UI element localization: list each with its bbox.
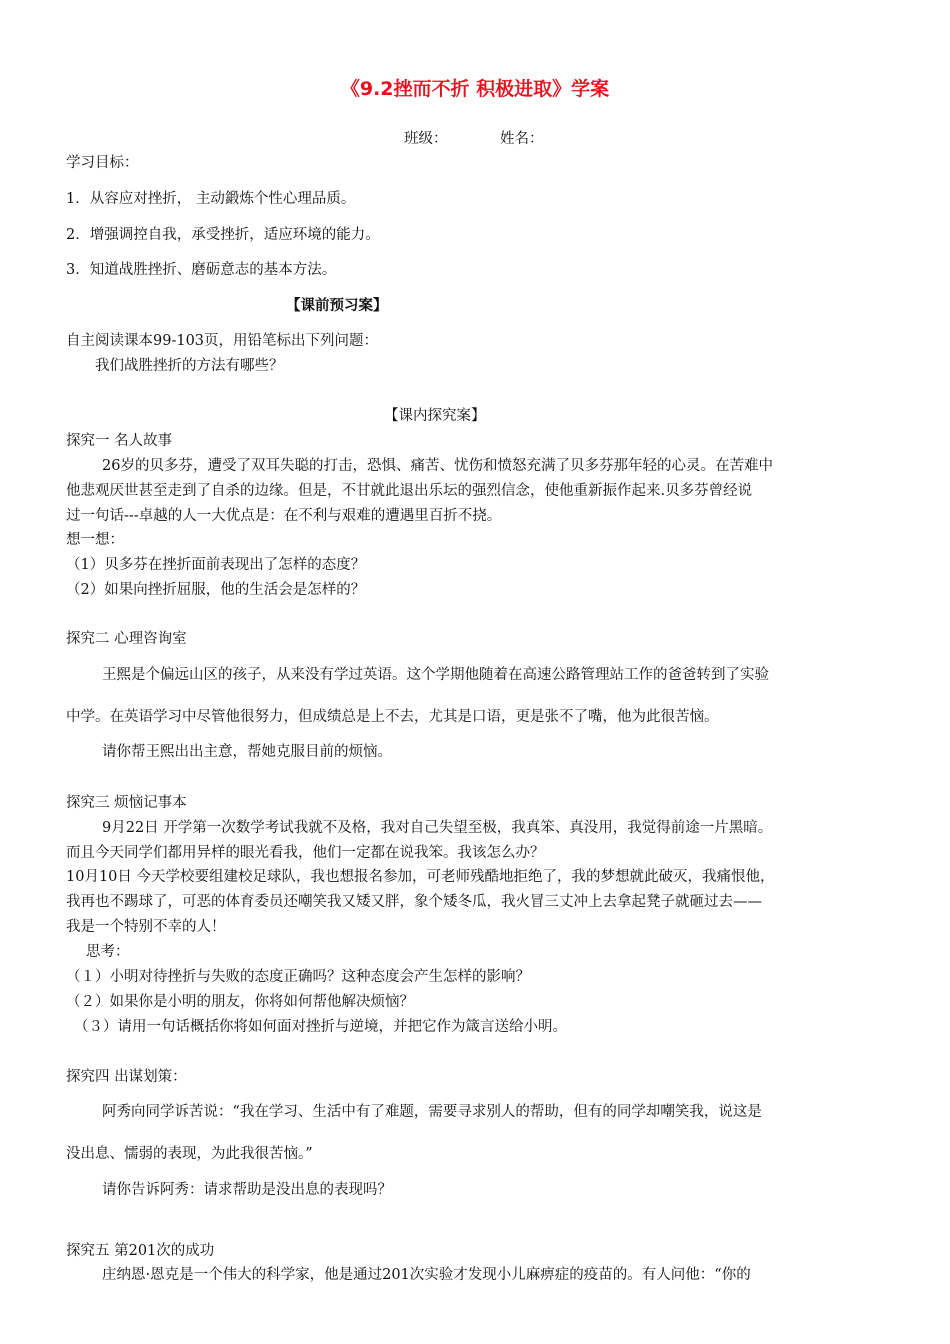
paragraph-line: 我是一个特别不幸的人！ xyxy=(66,919,226,935)
paragraph-line: 庄纳恩·恩克是一个伟大的科学家，他是通过201次实验才发现小儿麻痹症的疫苗的。有人问他：“你的 xyxy=(102,1267,751,1283)
paragraph-line: 请你帮王熙出出主意，帮她克服目前的烦恼。 xyxy=(102,744,392,760)
paragraph-line: 他悲观厌世甚至走到了自杀的边缘。但是，不甘就此退出乐坛的强烈信念，使他重新振作起来.贝多芬曾经说 xyxy=(66,483,753,499)
question-item: （１）小明对待挫折与失败的态度正确吗？这种态度会产生怎样的影响？ xyxy=(66,969,530,985)
paragraph-line: 而且今天同学们都用异样的眼光看我，他们一定都在说我笨。我该怎么办？ xyxy=(66,845,545,861)
paragraph-line: 26岁的贝多芬，遭受了双耳失聪的打击，恐惧、痛苦、忧伤和愤怒充满了贝多芬那年轻的心灵。在苦难中 xyxy=(102,458,773,474)
question-item: （1）贝多芬在挫折面前表现出了怎样的态度？ xyxy=(66,557,366,573)
section-title: 探究三 烦恼记事本 xyxy=(66,795,187,811)
class-label: 班级： xyxy=(404,131,448,147)
paragraph-line: 没出息、懦弱的表现，为此我很苦恼。” xyxy=(66,1146,313,1162)
goal-item: 2．增强调控自我，承受挫折，适应环境的能力。 xyxy=(66,227,380,243)
explore-heading: 【课内探究案】 xyxy=(384,408,486,424)
preview-question: 我们战胜挫折的方法有哪些？ xyxy=(95,358,284,374)
goals-title: 学习目标： xyxy=(66,155,139,171)
question-item: （２）如果你是小明的朋友，你将如何帮他解决烦恼？ xyxy=(66,994,414,1010)
paragraph-line: 9月22日 开学第一次数学考试我就不及格，我对自己失望至极，我真笨、真没用，我觉得前途一片黑暗。 xyxy=(102,820,773,836)
paragraph-line: 阿秀向同学诉苦说：“我在学习、生活中有了难题，需要寻求别人的帮助，但有的同学却嘲笑我，说这是 xyxy=(102,1104,762,1120)
paragraph-line: 中学。在英语学习中尽管他很努力，但成绩总是上不去，尤其是口语，更是张不了嘴，他为此很苦恼。 xyxy=(66,709,719,725)
paragraph-line: 10月10日 今天学校要组建校足球队，我也想报名参加，可老师残酷地拒绝了，我的梦想就此破灭，我痛恨他， xyxy=(66,869,775,885)
goal-item: 1．从容应对挫折， 主动鍛炼个性心理品质。 xyxy=(66,191,356,207)
section-title: 探究一 名人故事 xyxy=(66,433,173,449)
preview-heading: 【课前预习案】 xyxy=(286,297,388,314)
paragraph-line: 请你告诉阿秀：请求帮助是没出息的表现吗？ xyxy=(102,1182,392,1198)
section-title: 探究五 第201次的成功 xyxy=(66,1243,215,1259)
goal-item: 3．知道战胜挫折、磨砺意志的基本方法。 xyxy=(66,262,337,278)
question-item: （３）请用一句话概括你将如何面对挫折与逆境，并把它作为箴言送给小明。 xyxy=(74,1019,567,1035)
section-title: 探究四 出谋划策： xyxy=(66,1069,187,1085)
think-label: 想一想： xyxy=(66,532,124,548)
preview-instruction: 自主阅读课本99-103页，用铅笔标出下列问题： xyxy=(66,333,379,349)
question-item: （2）如果向挫折屈服，他的生活会是怎样的？ xyxy=(66,582,366,598)
paragraph-line: 王熙是个偏远山区的孩子，从来没有学过英语。这个学期他随着在高速公路管理站工作的爸爸转到了实验 xyxy=(102,667,769,683)
name-label: 姓名： xyxy=(500,131,544,147)
paragraph-line: 过一句话---卓越的人一大优点是：在不利与艰难的遭遇里百折不挠。 xyxy=(66,508,502,524)
document-title: 《9.2挫而不折 积极进取》学案 xyxy=(340,78,610,100)
paragraph-line: 我再也不踢球了，可恶的体育委员还嘲笑我又矮又胖，象个矮冬瓜，我火冒三丈冲上去拿起凳子就砸过去—— xyxy=(66,894,762,910)
think-label: 思考： xyxy=(86,944,130,960)
section-title: 探究二 心理咨询室 xyxy=(66,631,187,647)
